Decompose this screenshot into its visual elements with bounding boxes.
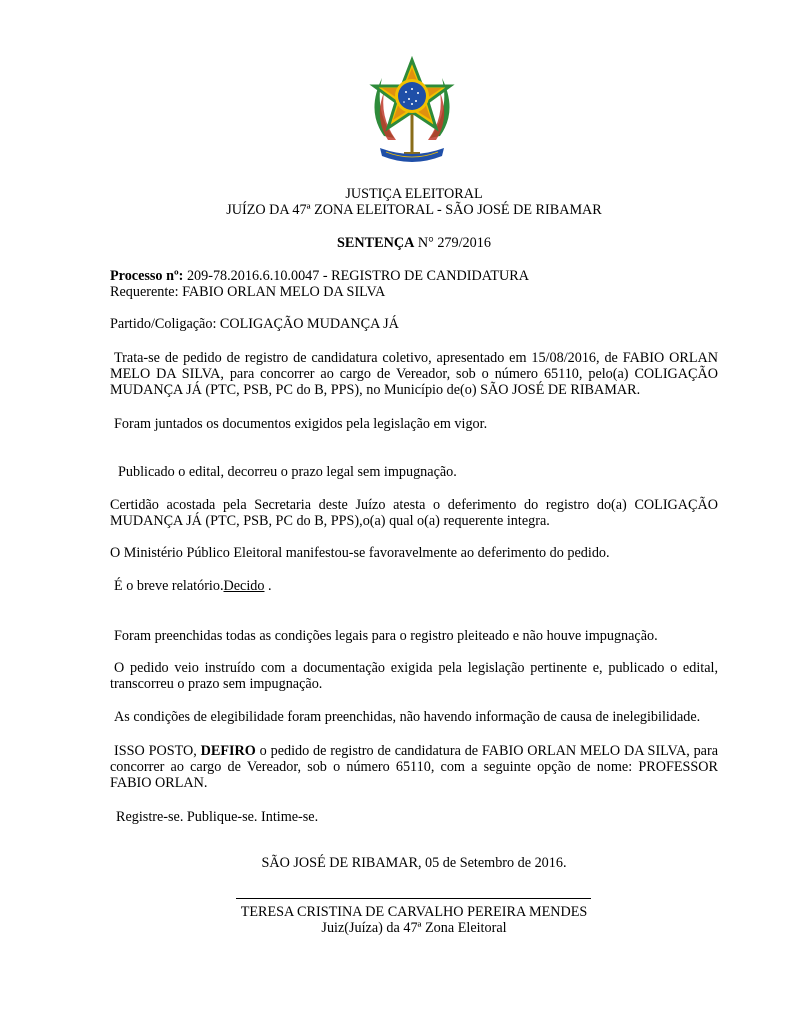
brief-report-text: É o breve relatório. [114, 578, 224, 594]
requerente-line: Requerente: FABIO ORLAN MELO DA SILVA [110, 284, 386, 300]
paragraph-closing: Registre-se. Publique-se. Intime-se. [116, 809, 319, 825]
paragraph-decision-1: Foram preenchidas todas as condições legais para o registro pleiteado e não houve impugnação. [114, 628, 658, 644]
isso-posto-text: ISSO POSTO, [114, 743, 201, 759]
brazil-coat-of-arms-icon [362, 56, 462, 168]
decision-rest-text: o pedido de registro de candidatura de FABIO ORLAN MELO DA SILVA, para concorrer ao cargo de Vereador, sob o número 65110, com a seguinte opção de nome: PROFESSOR FABIO ORLAN. [110, 743, 718, 791]
judge-name: TERESA CRISTINA DE CARVALHO PEREIRA MENDES [240, 904, 588, 920]
paragraph-report-3: Publicado o edital, decorreu o prazo legal sem impugnação. [118, 464, 457, 480]
process-line [110, 268, 718, 284]
paragraph-report-2: Foram juntados os documentos exigidos pela legislação em vigor. [114, 416, 488, 432]
paragraph-report-5: O Ministério Público Eleitoral manifestou-se favoravelmente ao deferimento do pedido. [110, 545, 610, 561]
process-value: 209-78.2016.6.10.0047 - REGISTRO DE CANDIDATURA [183, 268, 530, 284]
sentence-title [0, 235, 791, 251]
brief-report-end: . [264, 578, 272, 594]
court-zone: JUÍZO DA 47ª ZONA ELEITORAL - SÃO JOSÉ DE RIBAMAR [226, 202, 602, 218]
judge-title: Juiz(Juíza) da 47ª Zona Eleitoral [321, 920, 507, 936]
sentence-label: SENTENÇA [337, 235, 415, 251]
defiro-text: DEFIRO [200, 743, 256, 759]
partido-line: Partido/Coligação: COLIGAÇÃO MUDANÇA JÁ [110, 316, 399, 332]
decido-text: Decido [223, 578, 265, 594]
paragraph-decision-4 [110, 743, 718, 791]
paragraph-report-6 [110, 578, 722, 594]
sentence-number: N° 279/2016 [414, 235, 491, 251]
paragraph-decision-3: As condições de elegibilidade foram preenchidas, não havendo informação de causa de inelegibilidade. [114, 709, 701, 725]
place-date: SÃO JOSÉ DE RIBAMAR, 05 de Setembro de 2016. [261, 855, 567, 871]
paragraph-decision-2: O pedido veio instruído com a documentação exigida pela legislação pertinente e, publicado o edital, transcorreu o prazo sem impugnação. [110, 660, 718, 692]
signature-line [236, 898, 591, 899]
court-title: JUSTIÇA ELEITORAL [345, 186, 483, 202]
paragraph-report-4: Certidão acostada pela Secretaria deste Juízo atesta o deferimento do registro do(a) COLIGAÇÃO MUDANÇA JÁ (PTC, PSB, PC do B, PPS),o(a) qual o(a) requerente integra. [110, 497, 718, 529]
paragraph-report-1: Trata-se de pedido de registro de candidatura coletivo, apresentado em 15/08/2016, de FABIO ORLAN MELO DA SILVA, para concorrer ao cargo de Vereador, sob o número 65110, pelo(a) COLIGAÇÃO MUDANÇA JÁ (PTC, PSB, PC do B, PPS), no Município de(o) SÃO JOSÉ DE RIBAMAR. [110, 350, 718, 398]
process-label: Processo nº: [110, 268, 184, 284]
